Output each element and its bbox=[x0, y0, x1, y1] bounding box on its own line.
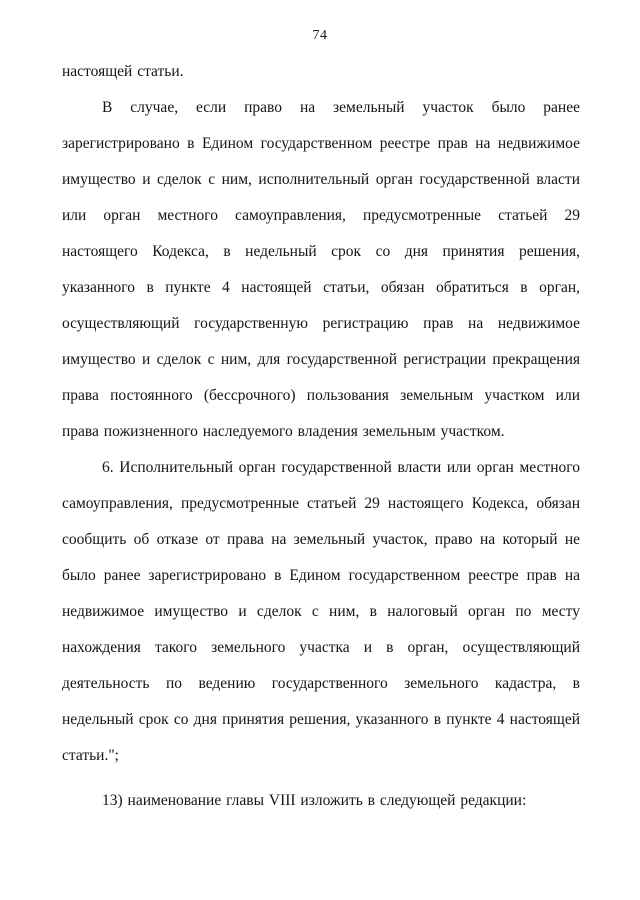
paragraph-clause-5: В случае, если право на земельный участок было ранее зарегистрировано в Едином государственном реестре прав на недвижимое имущество и сделок с ним, исполнительный орган государственной власти или орган местного самоуправления, предусмотренные статьей 29 настоящего Кодекса, в недельный срок со дня принятия решения, указанного в пункте 4 настоящей статьи, обязан обратиться в орган, осуществляющий государственную регистрацию прав на недвижимое имущество и сделок с ним, для государственной регистрации прекращения права постоянного (бессрочного) пользования земельным участком или права пожизненного наследуемого владения земельным участком. bbox=[62, 99, 580, 440]
paragraph-clause-6: 6. Исполнительный орган государственной власти или орган местного самоуправления, предусмотренные статьей 29 настоящего Кодекса, обязан сообщить об отказе от права на земельный участок, право на который не было ранее зарегистрировано в Едином государственном реестре прав на недвижимое имущество и сделок с ним, в налоговый орган по месту нахождения такого земельного участка и в орган, осуществляющий деятельность по ведению государственного земельного кадастра, в недельный срок со дня принятия решения, указанного в пункте 4 настоящей статьи."; bbox=[62, 459, 580, 764]
paragraph-continuation: настоящей статьи. bbox=[62, 63, 184, 80]
paragraph-item-13: 13) наименование главы VIII изложить в следующей редакции: bbox=[102, 792, 527, 809]
document-content bbox=[62, 54, 580, 819]
page-number: 74 bbox=[312, 28, 328, 43]
